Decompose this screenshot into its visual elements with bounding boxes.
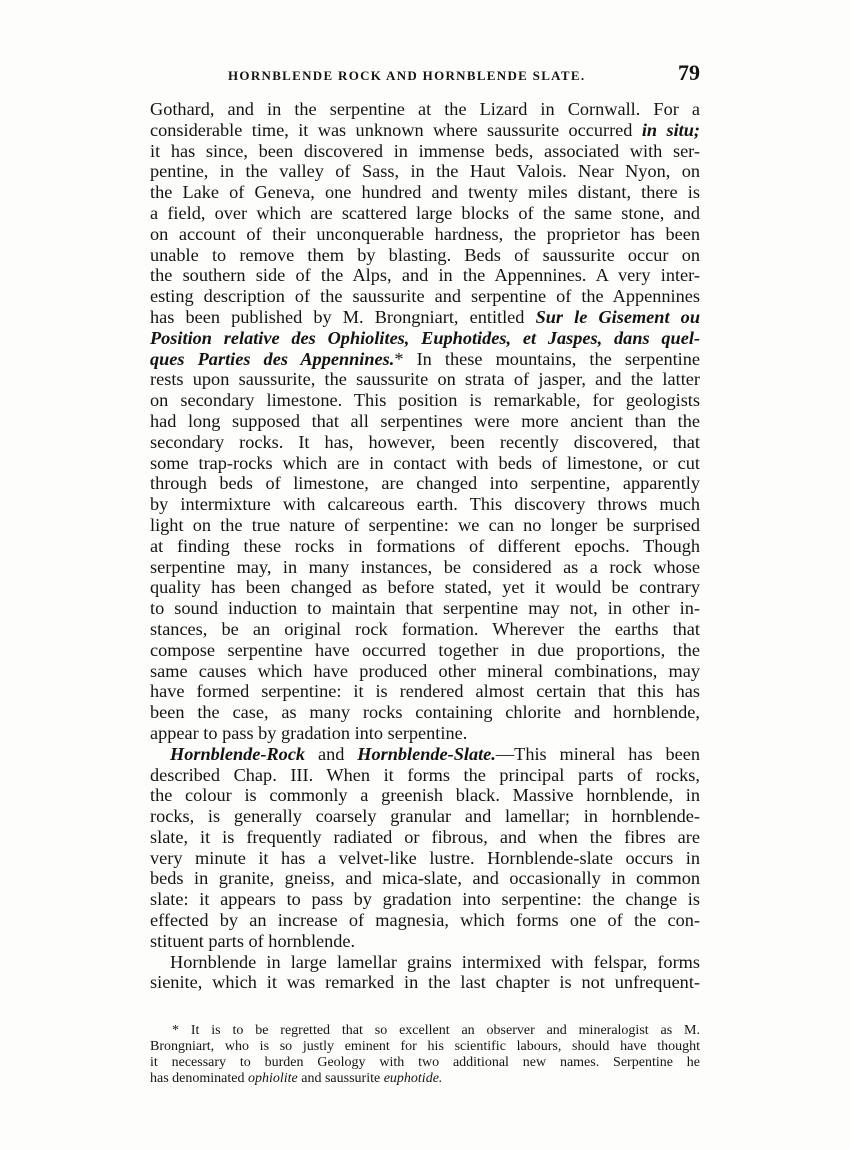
text-line: on secondary limestone. This position is remarkable, for geologists <box>150 390 700 411</box>
italic-title: ques Parties des Appennines. <box>150 348 395 369</box>
text-line: compose serpentine have occurred together in due proportions, the <box>150 639 700 660</box>
section-heading: Hornblende-Slate. <box>357 743 496 764</box>
text-line: appear to pass by gradation into serpentine. <box>150 722 468 743</box>
text-line: to sound induction to maintain that serpentine may not, in other in- <box>150 598 700 619</box>
text-line: slate, it is frequently radiated or fibrous, and when the fibres are <box>150 826 700 847</box>
text-line <box>150 328 700 349</box>
text-line: rests upon saussurite, the saussurite on strata of jasper, and the latter <box>150 369 700 390</box>
footnote-line: it necessary to burden Geology with two additional new names. Serpentine he <box>150 1055 700 1070</box>
italic-term: ophiolite <box>247 1071 298 1086</box>
running-header <box>150 60 700 88</box>
text-line: stituent parts of hornblende. <box>150 930 356 951</box>
section-heading-line: Hornblende-Rock and Hornblende-Slate.—This mineral has been <box>170 743 700 764</box>
text-line: it has since, been discovered in immense beds, associated with ser- <box>150 140 700 161</box>
text-line: light on the true nature of serpentine: we can no longer be surprised <box>150 514 700 535</box>
italic-title: Position relative des Ophiolites, Euphotides, et Jaspes, dans quel- <box>150 327 700 348</box>
text-line: has been published by M. Brongniart, entitled Sur le Gisement ou <box>150 306 700 327</box>
text-line: beds in granite, gneiss, and mica-slate, and occasionally in common <box>150 868 700 889</box>
text-line: on account of their unconquerable hardness, the proprietor has been <box>150 223 700 244</box>
text-line: secondary rocks. It has, however, been recently discovered, that <box>150 431 700 452</box>
footnote-line: * It is to be regretted that so excellent an observer and mineralogist as M. <box>172 1023 700 1038</box>
text-line: pentine, in the valley of Sass, in the Haut Valois. Near Nyon, on <box>150 161 700 182</box>
text-line: same causes which have produced other mineral combinations, may <box>150 660 700 681</box>
text-line: by intermixture with calcareous earth. This discovery throws much <box>150 494 700 515</box>
text-line: serpentine may, in many instances, be considered as a rock whose <box>150 556 700 577</box>
body-text <box>150 99 700 993</box>
text-line: described Chap. III. When it forms the principal parts of rocks, <box>150 764 700 785</box>
text-line: sienite, which it was remarked in the last chapter is not unfrequent- <box>150 972 700 993</box>
italic-title: Sur le Gisement ou <box>535 306 700 327</box>
footnote-marker-text: * In these mountains, the serpentine <box>394 348 700 369</box>
text-line: effected by an increase of magnesia, which forms one of the con- <box>150 910 700 931</box>
footnote-line: has denominated ophiolite and saussurite euphotide. <box>150 1071 443 1086</box>
text-line: esting description of the saussurite and serpentine of the Appennines <box>150 286 700 307</box>
footnote <box>150 1023 700 1087</box>
text-line: considerable time, it was unknown where saussurite occurred in situ; <box>150 119 700 140</box>
text-line: very minute it has a velvet-like lustre. Hornblende-slate occurs in <box>150 847 700 868</box>
section-heading: Hornblende-Rock <box>170 743 306 764</box>
running-title: HORNBLENDE ROCK AND HORNBLENDE SLATE. <box>228 68 586 83</box>
text-line: the Lake of Geneva, one hundred and twenty miles distant, there is <box>150 182 700 203</box>
text-line <box>150 349 700 370</box>
text-line: the colour is commonly a greenish black. Massive hornblende, in <box>150 785 700 806</box>
text-line: unable to remove them by blasting. Beds of saussurite occur on <box>150 244 700 265</box>
text-line: had long supposed that all serpentines were more ancient than the <box>150 410 700 431</box>
text-line: stances, be an original rock formation. Wherever the earths that <box>150 618 700 639</box>
page-number: 79 <box>678 60 700 85</box>
italic-phrase: in situ; <box>641 119 700 140</box>
text-line: at finding these rocks in formations of different epochs. Though <box>150 535 700 556</box>
text-line: quality has been changed as before stated, yet it would be contrary <box>150 577 700 598</box>
footnote-line: Brongniart, who is so justly eminent for his scientific labours, should have thought <box>150 1039 700 1054</box>
text-line: have formed serpentine: it is rendered almost certain that this has <box>150 681 700 702</box>
text-line: Hornblende in large lamellar grains intermixed with felspar, forms <box>170 951 700 972</box>
text-line: some trap-rocks which are in contact with beds of limestone, or cut <box>150 452 700 473</box>
text-line: been the case, as many rocks containing chlorite and hornblende, <box>150 702 700 723</box>
text-line: the southern side of the Alps, and in the Appennines. A very inter- <box>150 265 700 286</box>
text-line: Gothard, and in the serpentine at the Lizard in Cornwall. For a <box>150 99 700 119</box>
text-line: rocks, is generally coarsely granular and lamellar; in hornblende- <box>150 806 700 827</box>
text-line: slate: it appears to pass by gradation into serpentine: the change is <box>150 889 700 910</box>
text-line: through beds of limestone, are changed into serpentine, apparently <box>150 473 700 494</box>
italic-term: euphotide. <box>383 1071 443 1086</box>
text-line: a field, over which are scattered large blocks of the same stone, and <box>150 202 700 223</box>
